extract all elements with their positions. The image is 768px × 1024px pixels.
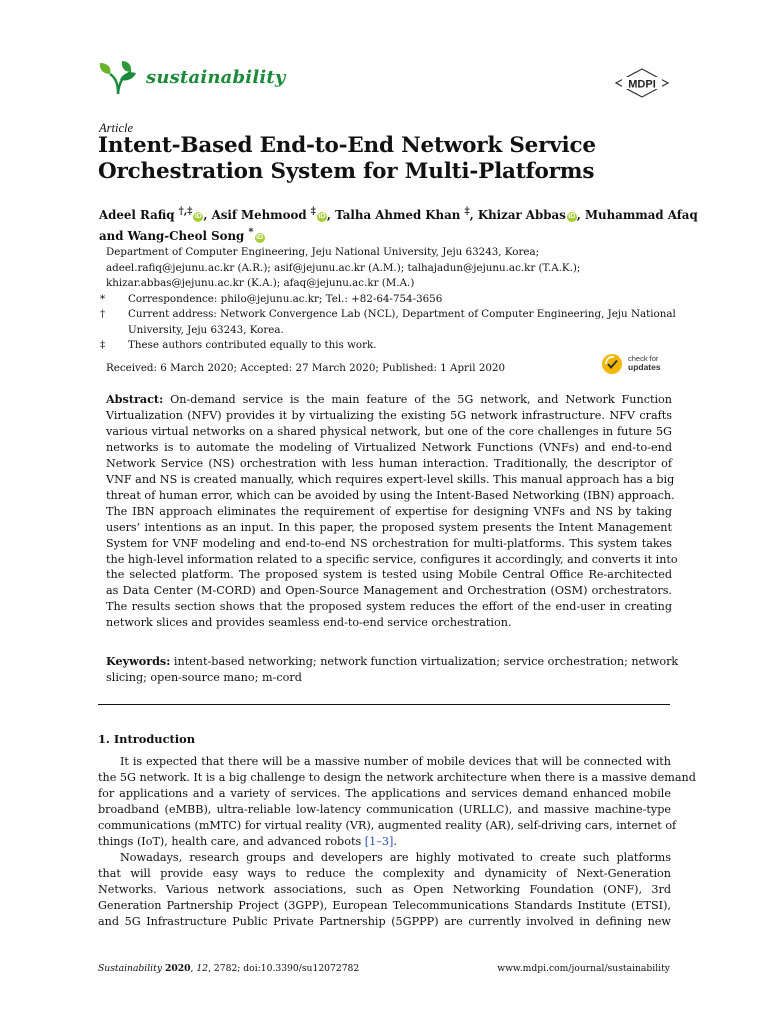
orcid-icon[interactable]: iD bbox=[318, 212, 326, 220]
orcid-icon[interactable]: iD bbox=[194, 212, 202, 220]
abstract-label: Abstract: bbox=[106, 392, 164, 406]
abstract-line: System for VNF modeling and end-to-end NS orchestration for multi-platforms. This system takes bbox=[106, 536, 672, 550]
abstract-line: Network Service (NS) orchestration with less human interaction. Traditionally, the descriptor of bbox=[106, 456, 672, 470]
author-separator: , bbox=[326, 207, 336, 222]
author-mark: ‡ bbox=[310, 206, 316, 217]
note-mark: † bbox=[100, 308, 106, 320]
correspondence-note: * Correspondence: philo@jejunu.ac.kr; Tel.: +82-64-754-3656 bbox=[106, 292, 678, 308]
author-conjunction: and bbox=[99, 228, 128, 243]
body-line: Generation Partnership Project (3GPP), European Telecommunications Standards Institute (ETSI), bbox=[98, 898, 671, 912]
body-line: for applications and a variety of services. The applications and services demand enhanced mobile bbox=[98, 786, 671, 800]
body-line: things (IoT), health care, and advanced robots [1–3]. bbox=[98, 834, 397, 848]
body-line: Networks. Various network associations, such as Open Networking Foundation (ONF), 3rd bbox=[98, 882, 671, 896]
citation-link[interactable]: [1–3] bbox=[364, 834, 394, 848]
affiliation-emails: khizar.abbas@jejunu.ac.kr (K.A.); afaq@jejunu.ac.kr (M.A.) bbox=[106, 277, 415, 289]
abstract-line: The results section shows that the proposed system reduces the effort of the end-user in creating bbox=[106, 600, 672, 614]
author-mark: ‡ bbox=[464, 206, 470, 217]
author-name[interactable]: Wang-Cheol Song bbox=[127, 228, 245, 243]
abstract-line: network slices and provides seamless end-to-end service orchestration. bbox=[106, 616, 512, 630]
author-name[interactable]: Adeel Rafiq bbox=[99, 207, 175, 222]
paper-title bbox=[98, 133, 658, 185]
mdpi-logo-text: MDPI bbox=[628, 78, 656, 91]
author-line bbox=[99, 203, 698, 224]
section-heading: 1. Introduction bbox=[98, 732, 195, 746]
author-separator: , bbox=[469, 207, 478, 222]
note-mark: * bbox=[100, 292, 106, 305]
article-type: Article bbox=[99, 121, 134, 135]
keywords-line: slicing; open-source mano; m-cord bbox=[106, 670, 302, 684]
author-separator: , bbox=[576, 207, 585, 222]
current-address-note: † Current address: Network Convergence Lab (NCL), Department of Computer Engineering, Jeju National bbox=[106, 307, 678, 323]
author-name[interactable]: Talha Ahmed Khan bbox=[335, 207, 461, 222]
body-line: that will provide easy ways to reduce the complexity and dynamicity of Next-Generation bbox=[98, 866, 671, 880]
body-line: and 5G Infrastructure Public Private Partnership (5GPPP) are currently involved in defining new bbox=[98, 914, 671, 928]
author-name[interactable]: Asif Mehmood bbox=[211, 207, 307, 222]
orcid-icon[interactable]: iD bbox=[568, 212, 576, 220]
title-line: Orchestration System for Multi-Platforms bbox=[98, 159, 595, 184]
abstract-line: the high-level information related to a specific service, configures it accordingly, and converts it into bbox=[106, 552, 678, 566]
journal-url[interactable]: www.mdpi.com/journal/sustainability bbox=[497, 963, 670, 974]
citation-footer: Sustainability 2020, 12, 2782; doi:10.3390/su12072782 bbox=[98, 963, 360, 974]
body-line: communications (mMTC) for virtual reality (VR), augmented reality (AR), self-driving cars, internet of bbox=[98, 818, 677, 832]
note-mark: ‡ bbox=[100, 339, 106, 351]
abstract bbox=[106, 392, 678, 631]
orcid-icon[interactable]: iD bbox=[256, 233, 264, 241]
author-name[interactable]: Khizar Abbas bbox=[477, 207, 566, 222]
abstract-line: Virtualization (NFV) provides it by virtualizing the existing 5G network infrastructure. NFV crafts bbox=[106, 408, 672, 422]
body-line: the 5G network. It is a big challenge to design the network architecture when there is a massive demand bbox=[98, 770, 696, 784]
journal-name: sustainability bbox=[146, 67, 286, 88]
author-list bbox=[99, 203, 698, 245]
abstract-line: threat of human error, which can be avoided by using the Intent-Based Networking (IBN) approach. bbox=[106, 488, 675, 502]
abstract-line: the selected platform. The proposed system is tested using Mobile Central Office Re-architected bbox=[106, 568, 672, 582]
abstract-line: The IBN approach eliminates the requirement of expertise for designing VNFs and NS by taking bbox=[106, 504, 672, 518]
abstract-line: networks is to automate the modeling of Virtualized Network Functions (VNFs) and end-to-end bbox=[106, 440, 672, 454]
keywords bbox=[106, 654, 679, 686]
keywords-label: Keywords: bbox=[106, 654, 171, 668]
affiliation-emails: adeel.rafiq@jejunu.ac.kr (A.R.); asif@jejunu.ac.kr (A.M.); talhajadun@jejunu.ac.kr (T.A.K.); bbox=[106, 261, 581, 274]
author-mark: †,‡ bbox=[178, 206, 193, 217]
abstract-line: as Data Center (M-CORD) and Open-Source Management and Orchestration (OSM) orchestrators. bbox=[106, 584, 672, 598]
publication-dates: Received: 6 March 2020; Accepted: 27 March 2020; Published: 1 April 2020 bbox=[106, 362, 506, 374]
body-line: It is expected that there will be a massive number of mobile devices that will be connected with bbox=[120, 755, 671, 768]
abstract-line: VNF and NS is created manually, which requires expert-level skills. This manual approach has a big bbox=[106, 472, 675, 486]
author-name[interactable]: Muhammad Afaq bbox=[584, 207, 698, 222]
equal-contribution-note: ‡ These authors contributed equally to this work. bbox=[106, 338, 678, 354]
section-divider bbox=[98, 704, 670, 705]
author-line bbox=[99, 224, 679, 245]
current-address-note-cont: University, Jeju 63243, Korea. bbox=[128, 323, 284, 336]
check-for-updates-label[interactable]: check for updates bbox=[628, 354, 661, 372]
mdpi-logo bbox=[614, 68, 670, 98]
affiliation-line: Department of Computer Engineering, Jeju National University, Jeju 63243, Korea; bbox=[106, 246, 540, 258]
introduction-body bbox=[98, 754, 696, 929]
title-line: Intent-Based End-to-End Network Service bbox=[98, 133, 596, 158]
keywords-line: Keywords: intent-based networking; network function virtualization; service orchestration; network bbox=[106, 654, 679, 668]
body-line: Nowadays, research groups and developers are highly motivated to create such platforms bbox=[120, 850, 671, 864]
sustainability-leaf-logo bbox=[98, 60, 138, 96]
body-line: broadband (eMBB), ultra-reliable low-latency communication (URLLC), and massive machine-type bbox=[98, 802, 671, 816]
abstract-line: users’ intentions as an input. In this paper, the proposed system presents the Intent Management bbox=[106, 520, 672, 534]
abstract-line: Abstract: On-demand service is the main feature of the 5G network, and Network Function bbox=[106, 392, 672, 406]
affiliations bbox=[100, 245, 678, 354]
abstract-line: various virtual networks on a shared physical network, but one of the core challenges in future 5G bbox=[106, 424, 672, 438]
author-mark: * bbox=[248, 226, 254, 238]
author-separator: , bbox=[203, 207, 212, 222]
